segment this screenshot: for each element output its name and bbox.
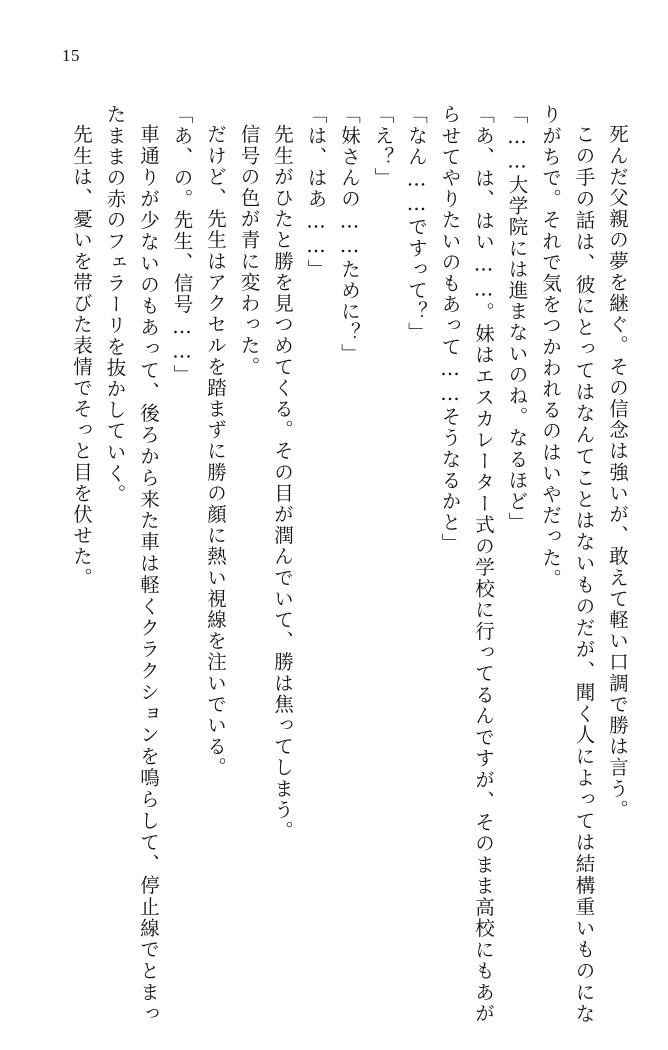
paragraph: 「……大学院には進まないのね。なるほど」	[505, 104, 529, 533]
page-text-body	[34, 104, 634, 1024]
paragraph: 「は、はあ……」	[304, 104, 328, 280]
paragraph: 死んだ父親の夢を継ぐ。その信念は強いが、敢えて軽い口調で勝は言う。	[606, 123, 629, 820]
paragraph: この手の話は、彼にとってはなんてことはないものだが、聞く人によっては結構重いものになりがちで。それで気をつかわれるのはいやだった。	[539, 104, 596, 1024]
paragraph: 先生は、憂いを帯びた表情でそっと目を伏せた。	[70, 123, 93, 588]
page-number: 15	[62, 46, 80, 65]
paragraph: 「あ、は、はい……。妹はエスカレーター式の学校に行ってるんですが、そのまま高校にもあがらせてやりたいのもあって……そうなるかと」	[438, 104, 495, 1024]
paragraph: 先生がひたと勝を見つめてくる。その目が潤んでいて、勝は焦ってしまう。	[271, 123, 294, 841]
paragraph: 「なん……ですって？」	[405, 104, 428, 344]
paragraph: だけど、先生はアクセルを踏まずに勝の顔に熱い視線を注いでいる。	[204, 123, 227, 778]
paragraph: 信号の色が青に変わった。	[237, 123, 261, 377]
paragraph: 「妹さんの……ために？」	[338, 104, 361, 365]
paragraph: 「え？」	[371, 104, 395, 189]
paragraph: 車通りが少ないのもあって、後ろから来た車は軽くクラクションを鳴らして、停止線でとまったままの赤のフェラーリを抜かしていく。	[103, 104, 160, 1024]
paragraph: 「あ、の。先生、信号……」	[170, 104, 194, 386]
